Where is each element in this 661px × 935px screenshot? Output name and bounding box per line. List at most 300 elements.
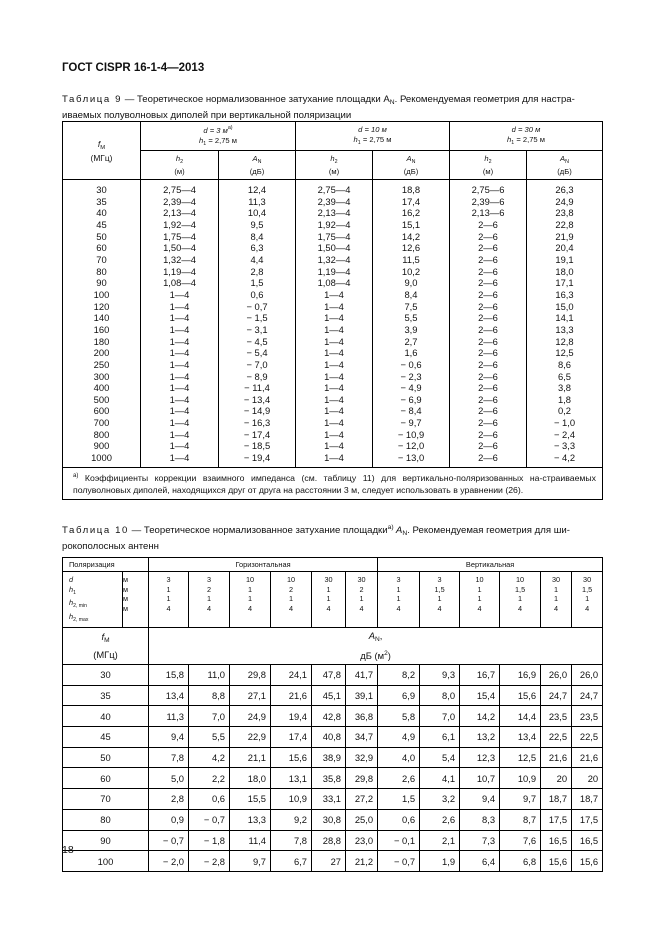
table9-cell: − 8,4	[373, 405, 450, 417]
table10-cell: 24,1	[271, 665, 312, 686]
table9-cell: 11,5	[373, 254, 450, 266]
table9-cell: − 0,6	[373, 359, 450, 371]
table10-row	[63, 851, 603, 872]
table10-cell: 26,0	[572, 665, 603, 686]
table9-cell: 700	[63, 417, 141, 429]
table9-cell: 1—4	[296, 312, 373, 324]
table9-cell: 60	[63, 242, 141, 254]
table9-cell: 1—4	[296, 417, 373, 429]
table9-cell: 1,32—4	[296, 254, 373, 266]
table9-caption-sub: N	[389, 99, 395, 106]
table10-cell: 0,6	[378, 809, 420, 830]
table10-cell: − 0,7	[189, 809, 230, 830]
table9-cell: 1—4	[141, 336, 219, 348]
table10-cell: 22,5	[572, 727, 603, 748]
table10-cell: 7,0	[420, 706, 460, 727]
table10-cell: − 2,8	[189, 851, 230, 872]
table10-param-col: 10 1 1 4	[460, 572, 500, 628]
table10-cell: 4,0	[378, 747, 420, 768]
table10-row	[63, 727, 603, 748]
table10-cell: 13,3	[230, 809, 271, 830]
table10-cell: 27,2	[346, 789, 378, 810]
table9-cell: − 3,1	[219, 324, 296, 336]
table10-row	[63, 706, 603, 727]
table9-cell: 40	[63, 207, 141, 219]
table9-cell: 14,1	[527, 312, 603, 324]
table9-cell: 20,4	[527, 242, 603, 254]
table10-row	[63, 665, 603, 686]
table9-cell: 3,8	[527, 382, 603, 394]
table9-caption-label: Таблица 9	[62, 94, 123, 105]
table10-cell: 10,9	[500, 768, 541, 789]
table10-param-col: 30 1 1 4	[312, 572, 346, 628]
table9-cell: − 13,4	[219, 394, 296, 406]
table10-row	[63, 685, 603, 706]
table10-cell: 90	[63, 830, 149, 851]
table10-cell: 9,4	[460, 789, 500, 810]
table10-cell: 16,7	[460, 665, 500, 686]
table10-cell: 20	[572, 768, 603, 789]
table9-cell: 22,8	[527, 219, 603, 231]
table9-an-header: $A_N$ (дБ)	[219, 151, 296, 180]
table9-cell: 8,4	[373, 289, 450, 301]
table9-row	[63, 336, 603, 348]
table9-caption-line2: иваемых полуволновых диполей при вертикальной поляризации	[62, 110, 352, 121]
table10-cell: 41,7	[346, 665, 378, 686]
table9-row	[63, 429, 603, 441]
table9-cell: 2,39—4	[296, 196, 373, 208]
table9-cell: 100	[63, 289, 141, 301]
table10-cell: 8,7	[500, 809, 541, 830]
table10-cell: 45	[63, 727, 149, 748]
table10-cell: 21,6	[541, 747, 572, 768]
table9-cell: − 2,4	[527, 429, 603, 441]
table9-group-30m: d = 30 м $h_1 = 2,75$ м	[450, 122, 603, 151]
table9-cell: 2—6	[450, 429, 527, 441]
table9-row	[63, 440, 603, 452]
table9-cell: − 1,5	[219, 312, 296, 324]
table10-row	[63, 768, 603, 789]
table9-cell: − 1,0	[527, 417, 603, 429]
table9-cell: − 10,9	[373, 429, 450, 441]
table10-param-col: 30 1,5 1 4	[572, 572, 603, 628]
table10-param-col: 3 1 1 4	[149, 572, 189, 628]
table9-cell: 1,75—4	[141, 231, 219, 243]
table10-cell: 100	[63, 851, 149, 872]
table9-cell: 1—4	[141, 289, 219, 301]
table10-cell: 18,7	[572, 789, 603, 810]
table10-cell: 4,1	[420, 768, 460, 789]
table10-cell: 6,9	[378, 685, 420, 706]
table9-group-3m: d = 3 $м^{a)}$ $h_1 = 2,75$ м	[141, 122, 296, 151]
table9-cell: − 9,7	[373, 417, 450, 429]
table10-cell: 45,1	[312, 685, 346, 706]
table9-cell: 2,75—4	[296, 180, 373, 196]
table9-cell: 1—4	[141, 405, 219, 417]
table9-cell: − 5,4	[219, 347, 296, 359]
table10-cell: 17,5	[572, 809, 603, 830]
table9-cell: 2—6	[450, 452, 527, 467]
table9-cell: 16,3	[527, 289, 603, 301]
table10-cell: 12,3	[460, 747, 500, 768]
table10-polarization-label: Поляризация	[63, 558, 149, 572]
table9-row	[63, 347, 603, 359]
table10-cell: 13,1	[271, 768, 312, 789]
table10-cell: 9,4	[149, 727, 189, 748]
table9-cell: 9,0	[373, 277, 450, 289]
table10-cell: 23,0	[346, 830, 378, 851]
table9-caption-text-rest: . Рекомендуемая геометрия для настра-	[394, 94, 575, 105]
table9-row	[63, 417, 603, 429]
table9-row	[63, 231, 603, 243]
table9-cell: 1—4	[296, 394, 373, 406]
table10-cell: 24,7	[541, 685, 572, 706]
table9-cell: 3,9	[373, 324, 450, 336]
table9-row	[63, 277, 603, 289]
table10-cell: 16,5	[572, 830, 603, 851]
table10-freq-header: $f_M$ (МГц)	[63, 628, 149, 665]
table9-cell: 140	[63, 312, 141, 324]
table9-cell: − 2,3	[373, 371, 450, 383]
table10-cell: − 1,8	[189, 830, 230, 851]
table10-cell: 2,1	[420, 830, 460, 851]
table9-cell: 1—4	[296, 405, 373, 417]
table9-cell: 160	[63, 324, 141, 336]
table9-row	[63, 289, 603, 301]
table9-cell: 1,75—4	[296, 231, 373, 243]
table9-cell: 1—4	[296, 289, 373, 301]
table10-cell: 10,9	[271, 789, 312, 810]
table9-cell: 1—4	[296, 382, 373, 394]
table10-cell: 7,8	[271, 830, 312, 851]
table10-cell: 0,9	[149, 809, 189, 830]
table10-cell: 7,8	[149, 747, 189, 768]
table9-cell: 2,75—4	[141, 180, 219, 196]
table9-cell: 600	[63, 405, 141, 417]
table9-cell: 2—6	[450, 266, 527, 278]
table9-cell: 200	[63, 347, 141, 359]
table9-cell: 1—4	[296, 347, 373, 359]
table9-h2-header: $h_2$ (м)	[141, 151, 219, 180]
table9-cell: 1—4	[296, 429, 373, 441]
table10-caption: Таблица 10 — Теоретическое нормализованное затухание площадки$^{a)}$ $A_N$. Рекомендуемая геометрия для ши- рокополосных антенн	[62, 524, 570, 552]
table9-h2-header: $h_2$ (м)	[296, 151, 373, 180]
table9-cell: 1,08—4	[141, 277, 219, 289]
table9-cell: 900	[63, 440, 141, 452]
table10-cell: 15,6	[271, 747, 312, 768]
table9-row	[63, 196, 603, 208]
table9-cell: 15,1	[373, 219, 450, 231]
table10-cell: 19,4	[271, 706, 312, 727]
table9-cell: 26,3	[527, 180, 603, 196]
table9-cell: 2,39—4	[141, 196, 219, 208]
table10-caption-line2: рокополосных антенн	[62, 541, 159, 552]
table9-cell: − 8,9	[219, 371, 296, 383]
table10-cell: 21,2	[346, 851, 378, 872]
table9-cell: 1—4	[141, 417, 219, 429]
table9-cell: 4,4	[219, 254, 296, 266]
table9-cell: − 16,3	[219, 417, 296, 429]
table10-cell: 5,0	[149, 768, 189, 789]
table10-cell: 6,7	[271, 851, 312, 872]
table10-row	[63, 789, 603, 810]
table9-cell: 12,8	[527, 336, 603, 348]
table9-cell: 17,4	[373, 196, 450, 208]
table9-cell: 90	[63, 277, 141, 289]
table9-cell: 1—4	[141, 452, 219, 467]
table10-cell: 80	[63, 809, 149, 830]
table9-cell: 250	[63, 359, 141, 371]
table9-cell: 1—4	[141, 440, 219, 452]
table9-cell: − 6,9	[373, 394, 450, 406]
table9-cell: 1—4	[141, 347, 219, 359]
table9-cell: 1—4	[296, 336, 373, 348]
table9-cell: 2,7	[373, 336, 450, 348]
table9-caption	[62, 93, 602, 122]
table9-cell: 11,3	[219, 196, 296, 208]
table9-row	[63, 371, 603, 383]
table9-cell: 2—6	[450, 312, 527, 324]
table10-param-col: 30 2 1 4	[346, 572, 378, 628]
table9-row	[63, 219, 603, 231]
table9-cell: 1—4	[141, 312, 219, 324]
table9-cell: 2—6	[450, 301, 527, 313]
document-header: ГОСТ CISPR 16-1-4—2013	[62, 62, 205, 74]
table10-cell: 47,8	[312, 665, 346, 686]
table9-row	[63, 312, 603, 324]
table9-cell: 1—4	[296, 452, 373, 467]
table10-cell: 17,4	[271, 727, 312, 748]
table10-param-col: 10 1 1 4	[230, 572, 271, 628]
table9-cell: 500	[63, 394, 141, 406]
table9	[62, 121, 603, 500]
table9-cell: 21,9	[527, 231, 603, 243]
page-number: 18	[62, 844, 74, 856]
table10-cell: 39,1	[346, 685, 378, 706]
table10-cell: 2,8	[149, 789, 189, 810]
table9-cell: 5,5	[373, 312, 450, 324]
table10-param-col: 3 2 1 4	[189, 572, 230, 628]
table10-caption-text: — Теоретическое нормализованное затухание площадки	[128, 525, 388, 536]
table10-row	[63, 830, 603, 851]
table9-row	[63, 301, 603, 313]
table10-cell: 32,9	[346, 747, 378, 768]
table9-cell: 1—4	[141, 394, 219, 406]
table10-cell: 18,7	[541, 789, 572, 810]
table10-cell: 22,9	[230, 727, 271, 748]
table9-row	[63, 266, 603, 278]
table9-cell: 45	[63, 219, 141, 231]
table10-cell: 2,6	[420, 809, 460, 830]
table9-group-10m: d = 10 м $h_1 = 2,75$ м	[296, 122, 450, 151]
table10-param-col: 30 1 1 4	[541, 572, 572, 628]
table9-cell: 6,3	[219, 242, 296, 254]
table10-cell: 16,9	[500, 665, 541, 686]
table10-cell: 7,0	[189, 706, 230, 727]
table9-cell: 13,3	[527, 324, 603, 336]
table9-cell: 18,0	[527, 266, 603, 278]
table9-cell: 2—6	[450, 440, 527, 452]
table9-cell: 12,4	[219, 180, 296, 196]
table10-cell: − 2,0	[149, 851, 189, 872]
table9-cell: 2—6	[450, 347, 527, 359]
table9-cell: 1—4	[296, 324, 373, 336]
table9-cell: 19,1	[527, 254, 603, 266]
table10-cell: 13,4	[500, 727, 541, 748]
table9-cell: 2—6	[450, 417, 527, 429]
table9-cell: 2—6	[450, 289, 527, 301]
table9-cell: 1,92—4	[296, 219, 373, 231]
table9-cell: 9,5	[219, 219, 296, 231]
table10-cell: 9,3	[420, 665, 460, 686]
table9-cell: 50	[63, 231, 141, 243]
table9-row	[63, 452, 603, 467]
table9-cell: − 0,7	[219, 301, 296, 313]
table9-cell: 17,1	[527, 277, 603, 289]
table10-cell: 20	[541, 768, 572, 789]
table9-row	[63, 242, 603, 254]
table9-cell: 300	[63, 371, 141, 383]
table9-cell: 1,32—4	[141, 254, 219, 266]
table10-row	[63, 809, 603, 830]
table10-cell: − 0,1	[378, 830, 420, 851]
table10-cell: 29,8	[230, 665, 271, 686]
table10	[62, 557, 603, 872]
table9-row	[63, 324, 603, 336]
table10-cell: 27	[312, 851, 346, 872]
table10-cell: 4,9	[378, 727, 420, 748]
table9-cell: 10,2	[373, 266, 450, 278]
table9-cell: 18,8	[373, 180, 450, 196]
table10-caption-label: Таблица 10	[62, 525, 129, 536]
table10-cell: 2,2	[189, 768, 230, 789]
table10-cell: 15,6	[541, 851, 572, 872]
table10-cell: 9,7	[500, 789, 541, 810]
table10-cell: 60	[63, 768, 149, 789]
table10-cell: 22,5	[541, 727, 572, 748]
table9-cell: 80	[63, 266, 141, 278]
table10-cell: 6,4	[460, 851, 500, 872]
table10-cell: 28,8	[312, 830, 346, 851]
table9-cell: 2—6	[450, 231, 527, 243]
table9-cell: 1—4	[296, 301, 373, 313]
table10-cell: 10,7	[460, 768, 500, 789]
table9-cell: 0,6	[219, 289, 296, 301]
table10-cell: 25,0	[346, 809, 378, 830]
table9-cell: 1,08—4	[296, 277, 373, 289]
table10-cell: 36,8	[346, 706, 378, 727]
table10-cell: 8,8	[189, 685, 230, 706]
table9-cell: 2,13—4	[141, 207, 219, 219]
table10-cell: 6,1	[420, 727, 460, 748]
table10-cell: 0,6	[189, 789, 230, 810]
table9-cell: 23,8	[527, 207, 603, 219]
table9-cell: 14,2	[373, 231, 450, 243]
table10-cell: 12,5	[500, 747, 541, 768]
table10-cell: 70	[63, 789, 149, 810]
table9-cell: 2,13—6	[450, 207, 527, 219]
table9-cell: 1—4	[296, 440, 373, 452]
table10-horizontal-header: Горизонтальная	[149, 558, 378, 572]
table9-an-header: $A_N$ (дБ)	[373, 151, 450, 180]
table9-cell: 16,2	[373, 207, 450, 219]
table9-cell: − 11,4	[219, 382, 296, 394]
table9-cell: 1000	[63, 452, 141, 467]
table9-cell: 1—4	[141, 301, 219, 313]
table10-cell: 38,9	[312, 747, 346, 768]
table9-freq-header: $f_M$ (МГц)	[63, 122, 141, 180]
table9-cell: 2—6	[450, 336, 527, 348]
table10-cell: 21,6	[271, 685, 312, 706]
table9-cell: 2—6	[450, 219, 527, 231]
table10-cell: 11,0	[189, 665, 230, 686]
table10-cell: 9,2	[271, 809, 312, 830]
table10-cell: 35	[63, 685, 149, 706]
table9-cell: 1—4	[141, 324, 219, 336]
table10-cell: 50	[63, 747, 149, 768]
table10-cell: 11,3	[149, 706, 189, 727]
table10-param-col: 10 1,5 1 4	[500, 572, 541, 628]
table10-cell: − 0,7	[378, 851, 420, 872]
table10-cell: 23,5	[572, 706, 603, 727]
table10-caption-text-rest: . Рекомендуемая геометрия для ши-	[407, 525, 570, 536]
table9-row	[63, 207, 603, 219]
table9-cell: − 14,9	[219, 405, 296, 417]
table9-cell: 35	[63, 196, 141, 208]
table10-cell: 26,0	[541, 665, 572, 686]
table10-cell: 5,5	[189, 727, 230, 748]
table10-cell: 40,8	[312, 727, 346, 748]
table10-cell: 16,5	[541, 830, 572, 851]
table10-cell: 40	[63, 706, 149, 727]
table10-an-header: $A_N$, дБ $(м^2)$	[149, 628, 603, 665]
table9-cell: 10,4	[219, 207, 296, 219]
table10-param-col: 3 1,5 1 4	[420, 572, 460, 628]
table9-cell: 1—4	[141, 429, 219, 441]
table9-cell: − 4,9	[373, 382, 450, 394]
table9-cell: 2—6	[450, 405, 527, 417]
table10-cell: 7,3	[460, 830, 500, 851]
table10-param-labels: d $h_1$ $h_{2, min}$ $h_{2, max}$	[63, 572, 123, 628]
table9-h2-header: $h_2$ (м)	[450, 151, 527, 180]
table10-cell: 27,1	[230, 685, 271, 706]
table9-cell: − 19,4	[219, 452, 296, 467]
table10-cell: 30,8	[312, 809, 346, 830]
table9-cell: 2—6	[450, 324, 527, 336]
table10-cell: 1,9	[420, 851, 460, 872]
table10-cell: 5,4	[420, 747, 460, 768]
table9-cell: 120	[63, 301, 141, 313]
table10-cell: 6,8	[500, 851, 541, 872]
table10-cell: 8,3	[460, 809, 500, 830]
table9-cell: 12,6	[373, 242, 450, 254]
table9-row	[63, 405, 603, 417]
table9-cell: − 17,4	[219, 429, 296, 441]
table9-cell: 1—4	[296, 371, 373, 383]
table9-cell: 2—6	[450, 359, 527, 371]
table9-row	[63, 254, 603, 266]
table9-cell: 7,5	[373, 301, 450, 313]
table9-cell: 2,8	[219, 266, 296, 278]
table9-cell: 8,4	[219, 231, 296, 243]
table10-cell: 4,2	[189, 747, 230, 768]
table9-row	[63, 382, 603, 394]
table9-cell: 30	[63, 180, 141, 196]
table10-param-col: 3 1 1 4	[378, 572, 420, 628]
table10-cell: 9,7	[230, 851, 271, 872]
table9-row	[63, 394, 603, 406]
table9-cell: 2,39—6	[450, 196, 527, 208]
